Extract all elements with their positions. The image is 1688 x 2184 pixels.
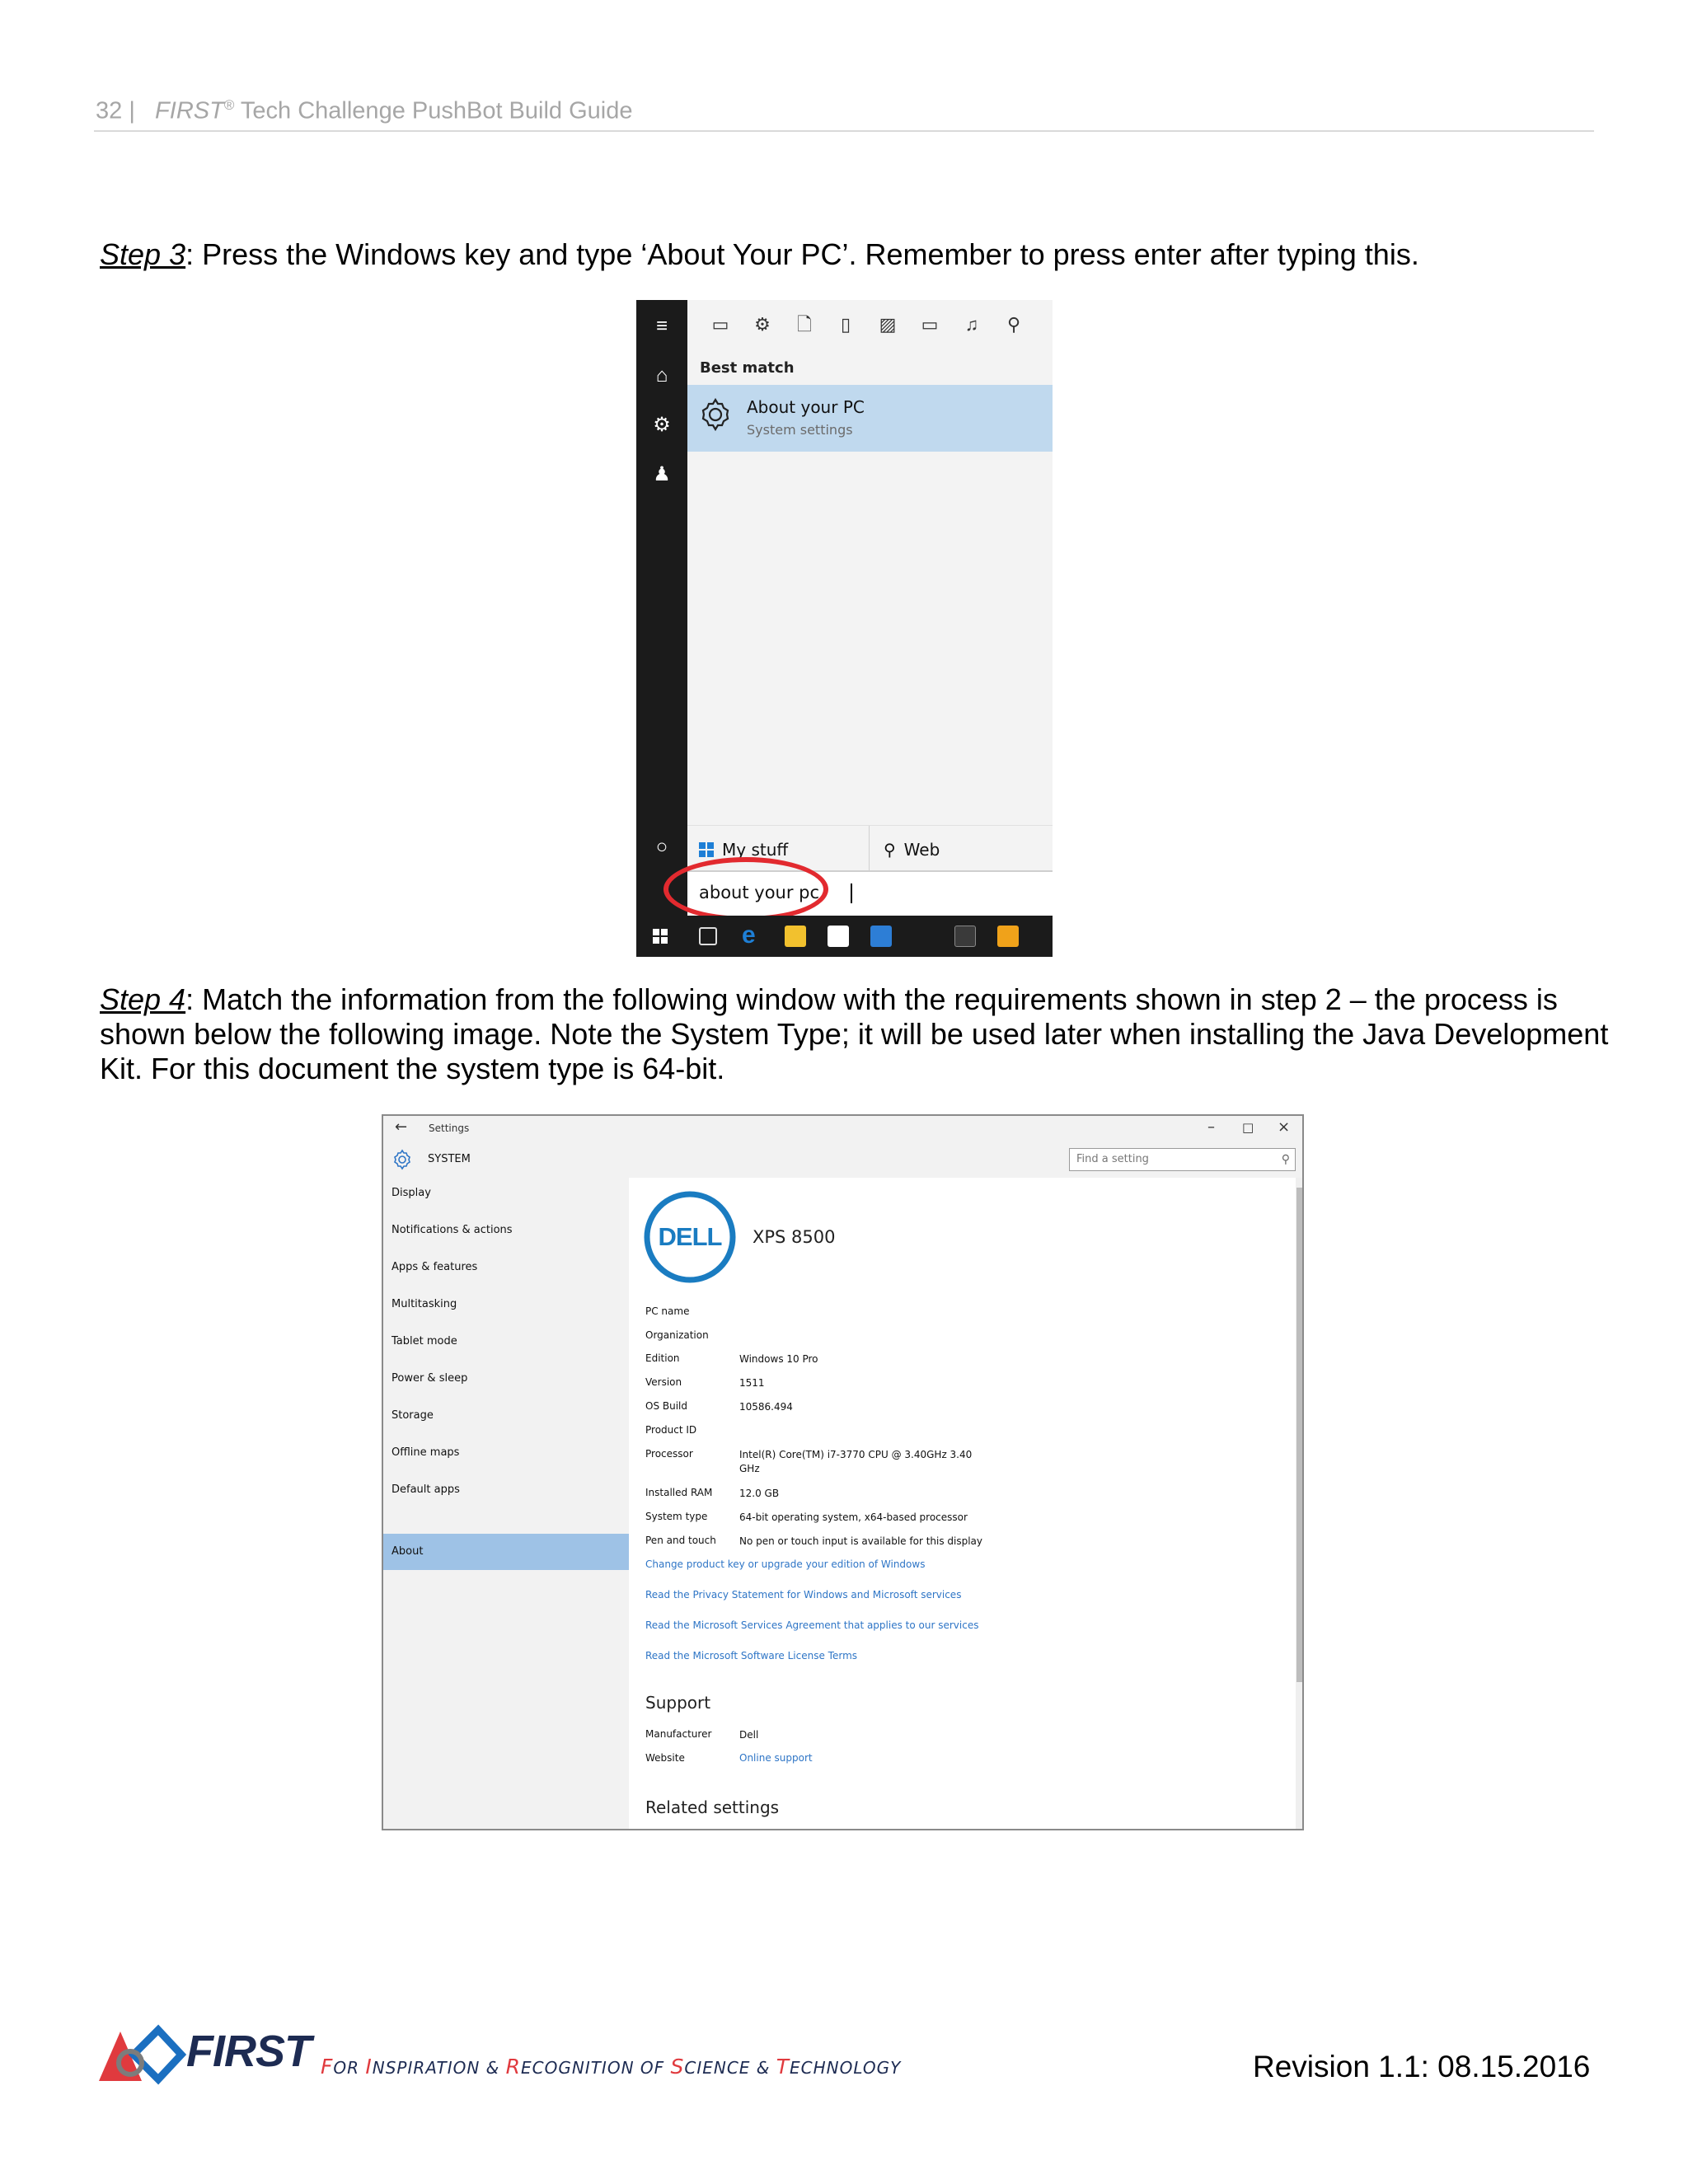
gear-icon[interactable]: ⚙ [653,414,671,436]
scrollbar-thumb[interactable] [1296,1188,1303,1682]
step-3-label: Step 3 [100,237,186,271]
sidebar-item-notifications[interactable]: Notifications & actions [392,1224,513,1236]
tablet-icon[interactable]: ▯ [840,314,851,335]
header-brand: FIRST [155,97,224,124]
spec-label: PC name [645,1305,690,1317]
result-title: About your PC [747,397,865,417]
search-query-text: about your pc [699,883,820,902]
spec-value: 12.0 GB [739,1488,780,1499]
settings-about-screenshot [382,1114,1304,1830]
search-icon[interactable]: ⚲ [1006,314,1021,335]
maximize-icon[interactable]: □ [1242,1120,1254,1135]
sidebar-item-apps-features[interactable]: Apps & features [392,1261,478,1273]
tagline-text: ECOGNITION OF [521,2058,671,2078]
spec-label: Processor [645,1448,693,1460]
model-name: XPS 8500 [753,1227,836,1247]
sidebar-item-tablet-mode[interactable]: Tablet mode [392,1335,457,1347]
website-label: Website [645,1752,685,1764]
text-caret [851,883,852,903]
dell-logo-text: DELL [658,1222,722,1251]
taskbar [636,916,1053,957]
revision-label: Revision 1.1: 08.15.2016 [1253,2050,1591,2083]
spec-value: Windows 10 Pro [739,1353,818,1365]
step-3-paragraph [100,237,1633,272]
support-heading: Support [645,1693,711,1713]
task-view-icon[interactable] [699,927,717,945]
header-brand-mark: ® [223,97,235,113]
tagline-initial: F [321,2055,334,2079]
window-title: Settings [429,1122,470,1134]
dell-logo [644,1191,736,1283]
close-icon[interactable]: × [1278,1118,1291,1136]
link-privacy-statement[interactable]: Read the Privacy Statement for Windows and Microsoft services [645,1589,962,1601]
sidebar-item-storage[interactable]: Storage [392,1409,434,1422]
step-4-text: : Match the information from the following window with the requirements shown in step 2 – the process is shown below the following image. Note the System Type; it will be used later when installing the Java Development Kit. For this document the system type is 64-bit. [100,982,1609,1085]
scrollbar[interactable] [1296,1178,1304,1830]
tagline-text: NSPIRATION & [372,2058,506,2078]
hamburger-icon[interactable]: ≡ [655,315,668,337]
media-icon[interactable] [870,926,892,947]
spec-label: Organization [645,1329,709,1341]
settings-sidebar [383,1178,629,1830]
header-separator: | [129,97,135,124]
results-pane [687,452,1053,833]
start-button-icon[interactable] [653,929,668,944]
tagline-initial: R [505,2055,522,2079]
start-rail [636,300,687,916]
tagline-text: CIENCE & [684,2058,776,2078]
online-support-link[interactable]: Online support [739,1752,813,1764]
back-arrow-icon[interactable]: ← [395,1118,408,1136]
tab-web[interactable] [870,826,1053,871]
search-icon: ⚲ [1281,1153,1290,1166]
tab-my-stuff-label: My stuff [722,840,789,860]
settings-icon[interactable]: ⚙ [754,314,771,335]
about-your-pc-result[interactable] [687,385,1053,452]
related-settings-heading: Related settings [645,1797,780,1817]
about-content [629,1178,1295,1830]
sidebar-item-about[interactable]: About [392,1545,424,1558]
first-wordmark: FIRST [186,2027,311,2076]
page-number: 32 [96,97,123,124]
photo-icon[interactable]: ▨ [879,314,897,335]
header-title: Tech Challenge PushBot Build Guide [240,97,633,124]
spec-value: 10586.494 [739,1401,793,1413]
sidebar-item-offline-maps[interactable]: Offline maps [392,1446,460,1459]
windows-logo-icon [699,842,714,857]
find-setting-placeholder: Find a setting [1076,1153,1149,1165]
sidebar-item-multitasking[interactable]: Multitasking [392,1298,457,1310]
tagline-initial: I [365,2055,373,2079]
spec-value: 64-bit operating system, x64-based processor [739,1511,968,1523]
search-filter-toolbar [687,300,1053,349]
link-services-agreement[interactable]: Read the Microsoft Services Agreement that applies to our services [645,1619,979,1631]
step-4-paragraph [100,982,1633,1086]
command-prompt-icon[interactable] [954,926,976,947]
red-highlight-circle [663,857,828,921]
system-gear-icon [392,1149,413,1170]
spec-value: Intel(R) Core(TM) i7-3770 CPU @ 3.40GHz 3.40 GHz [739,1449,973,1474]
spec-value: No pen or touch input is available for this display [739,1535,983,1547]
tab-web-label: Web [903,840,940,860]
sidebar-item-display[interactable]: Display [392,1187,431,1199]
minimize-icon[interactable]: – [1207,1118,1215,1136]
window-titlebar [383,1116,1302,1141]
spec-label: Edition [645,1352,680,1364]
link-license-terms[interactable]: Read the Microsoft Software License Terms [645,1650,858,1661]
spec-label: Installed RAM [645,1487,713,1498]
sidebar-item-default-apps[interactable]: Default apps [392,1483,460,1496]
document-icon[interactable]: 🗋 [797,314,812,335]
spec-label: Pen and touch [645,1535,716,1546]
section-title: SYSTEM [428,1153,471,1165]
music-icon[interactable]: ♫ [964,314,979,335]
app-icon[interactable]: ▭ [711,314,729,335]
footer-tagline [321,2055,901,2079]
video-icon[interactable]: ▭ [921,314,939,335]
tagline-initial: S [670,2055,685,2079]
spec-label: Product ID [645,1424,697,1436]
result-subtitle: System settings [747,422,853,438]
step-4-label: Step 4 [100,982,186,1016]
tagline-text: OR [333,2058,366,2078]
find-setting-input[interactable] [1069,1148,1296,1171]
edge-icon[interactable]: e [742,921,756,949]
settings-header [383,1141,1302,1178]
settings-gear-icon [697,396,734,433]
web-search-icon: ⚲ [884,840,896,860]
store-icon[interactable] [828,926,849,947]
cortana-search-screenshot [636,300,1053,957]
manufacturer-value: Dell [739,1729,759,1741]
page-header [96,97,633,125]
tagline-text: ECHNOLOGY [790,2058,902,2078]
cortana-icon[interactable]: ○ [655,836,668,858]
outlook-icon[interactable] [997,926,1019,947]
people-icon[interactable]: ♟ [653,463,671,485]
spec-value: 1511 [739,1377,765,1389]
sidebar-item-power-sleep[interactable]: Power & sleep [392,1372,468,1385]
home-icon[interactable]: ⌂ [655,364,668,387]
spec-label: System type [645,1511,708,1522]
manufacturer-label: Manufacturer [645,1728,712,1740]
link-change-product-key[interactable]: Change product key or upgrade your edition of Windows [645,1558,926,1570]
best-match-label: Best match [700,359,795,377]
header-divider [94,130,1594,132]
file-explorer-icon[interactable] [785,926,806,947]
step-3-text: : Press the Windows key and type ‘About Your PC’. Remember to press enter after typing this. [185,237,1419,271]
spec-label: Version [645,1376,682,1388]
spec-label: OS Build [645,1400,687,1412]
tagline-initial: T [776,2055,790,2079]
